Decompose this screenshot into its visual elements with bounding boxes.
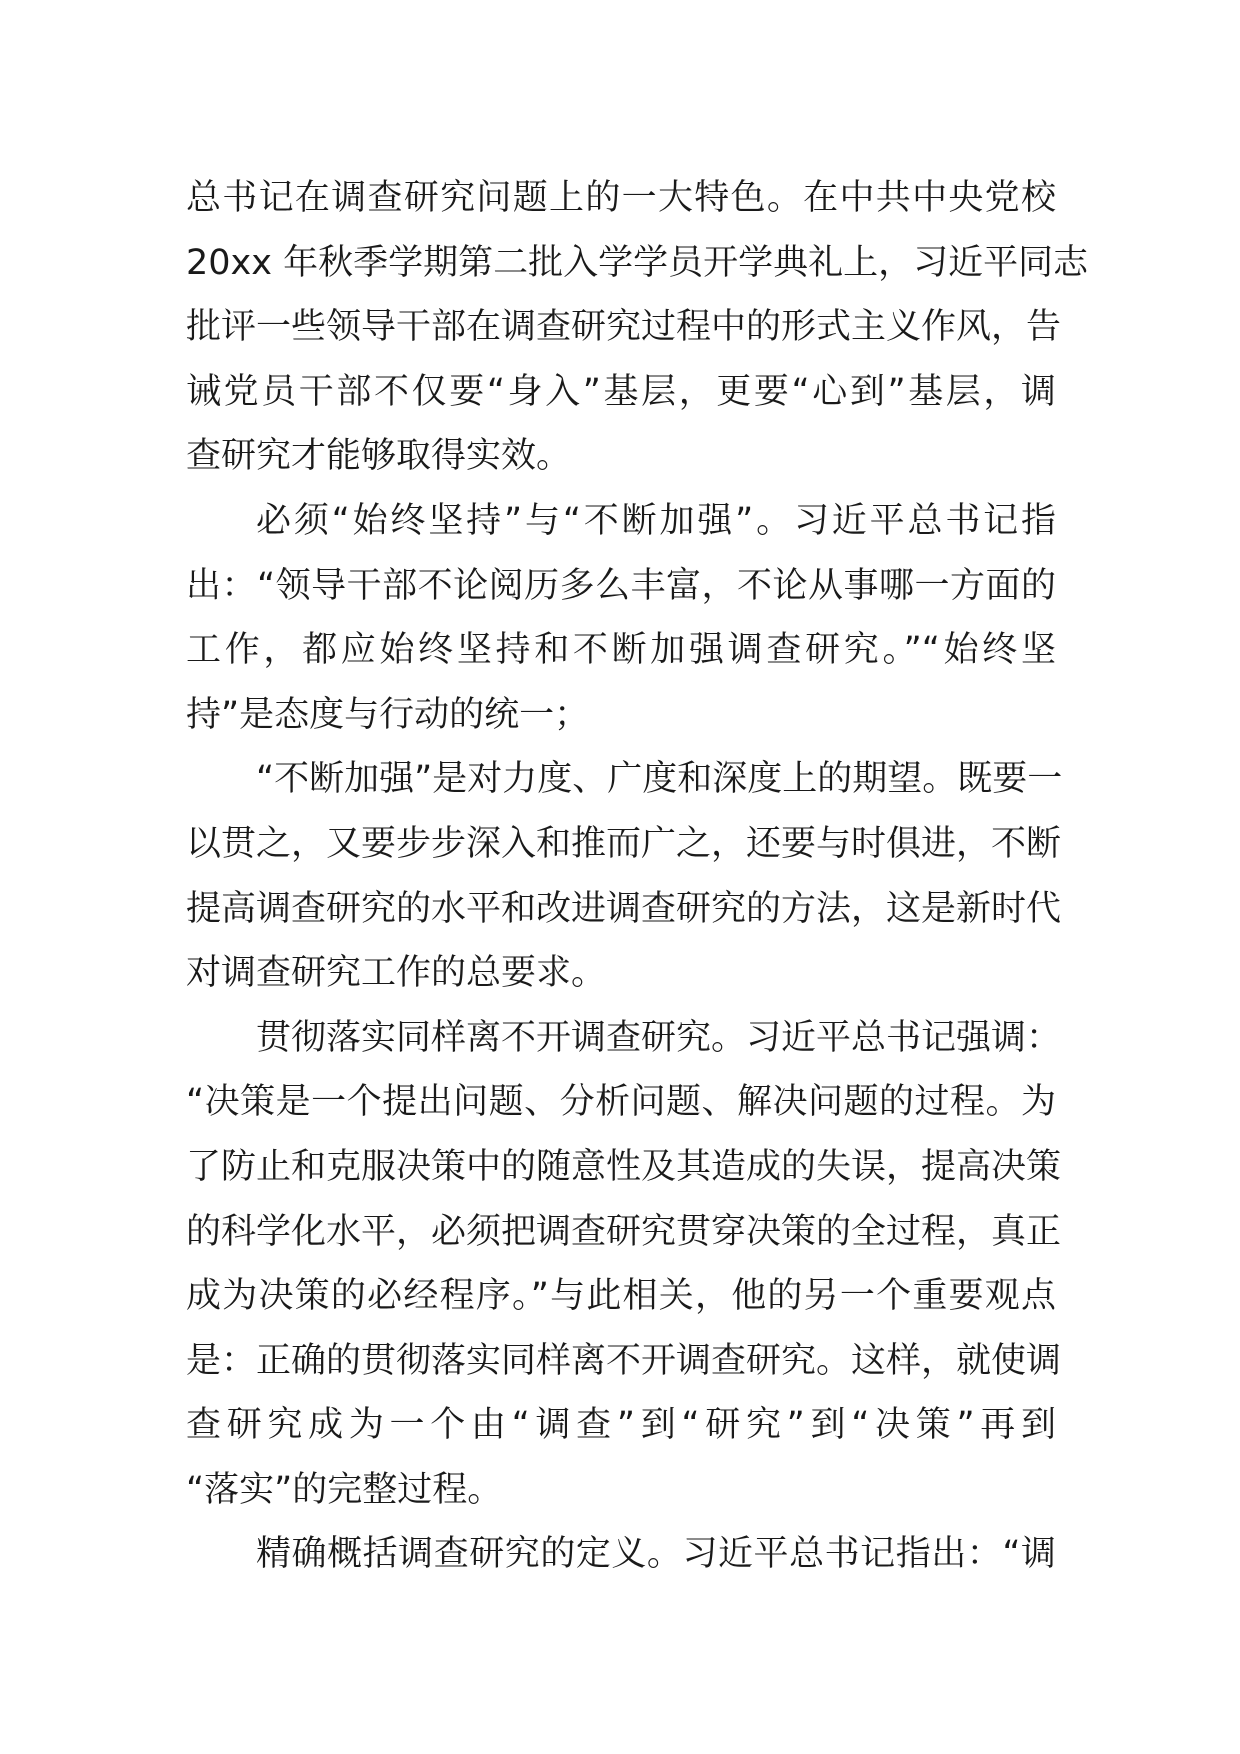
text-line: “决策是一个提出问题、分析问题、解决问题的过程。为: [186, 1082, 1056, 1123]
text-line: 成为决策的必经程序。”与此相关，他的另一个重要观点: [186, 1276, 1056, 1317]
text-line: 了防止和克服决策中的随意性及其造成的失误，提高决策: [186, 1146, 1062, 1187]
paragraph: [186, 1522, 1056, 1587]
text-line: 贯彻落实同样离不开调查研究。习近平总书记强调：: [256, 1017, 1062, 1058]
text-line: 20xx 年秋季学期第二批入学学员开学典礼上，习近平同志: [186, 242, 1089, 283]
text-line: 对调查研究工作的总要求。: [186, 953, 607, 994]
text-line: 工作，都应始终坚持和不断加强调查研究。”“始终坚: [186, 630, 1056, 671]
text-line: 诫党员干部不仅要“身入”基层，更要“心到”基层，调: [186, 371, 1056, 412]
text-line: 总书记在调查研究问题上的一大特色。在中共中央党校: [186, 178, 1056, 218]
text-line: “落实”的完整过程。: [186, 1469, 503, 1510]
text-line: 查研究成为一个由“调查”到“研究”到“决策”再到: [186, 1405, 1056, 1446]
text-line: 批评一些领导干部在调查研究过程中的形式主义作风，告: [186, 307, 1062, 348]
paragraph: [186, 747, 1063, 1005]
text-line: 的科学化水平，必须把调查研究贯穿决策的全过程，真正: [186, 1211, 1062, 1252]
text-line: 是：正确的贯彻落实同样离不开调查研究。这样，就使调: [186, 1340, 1062, 1381]
text-line: 以贯之，又要步步深入和推而广之，还要与时俱进，不断: [186, 823, 1062, 864]
text-line: 提高调查研究的水平和改进调查研究的方法，这是新时代: [186, 888, 1062, 929]
text-line: “不断加强”是对力度、广度和深度上的期望。既要一: [256, 759, 1063, 800]
text-line: 出：“领导干部不论阅历多么丰富，不论从事哪一方面的: [186, 565, 1056, 606]
paragraph: [186, 166, 1089, 489]
text-line: 查研究才能够取得实效。: [186, 436, 572, 477]
paragraph: [186, 1006, 1062, 1523]
text-line: 持”是态度与行动的统一；: [186, 694, 590, 735]
text-line: 精确概括调查研究的定义。习近平总书记指出：“调: [256, 1534, 1056, 1575]
body-text: [186, 166, 1089, 1587]
paragraph: [186, 489, 1056, 747]
text-line: 必须“始终坚持”与“不断加强”。习近平总书记指: [256, 500, 1056, 541]
